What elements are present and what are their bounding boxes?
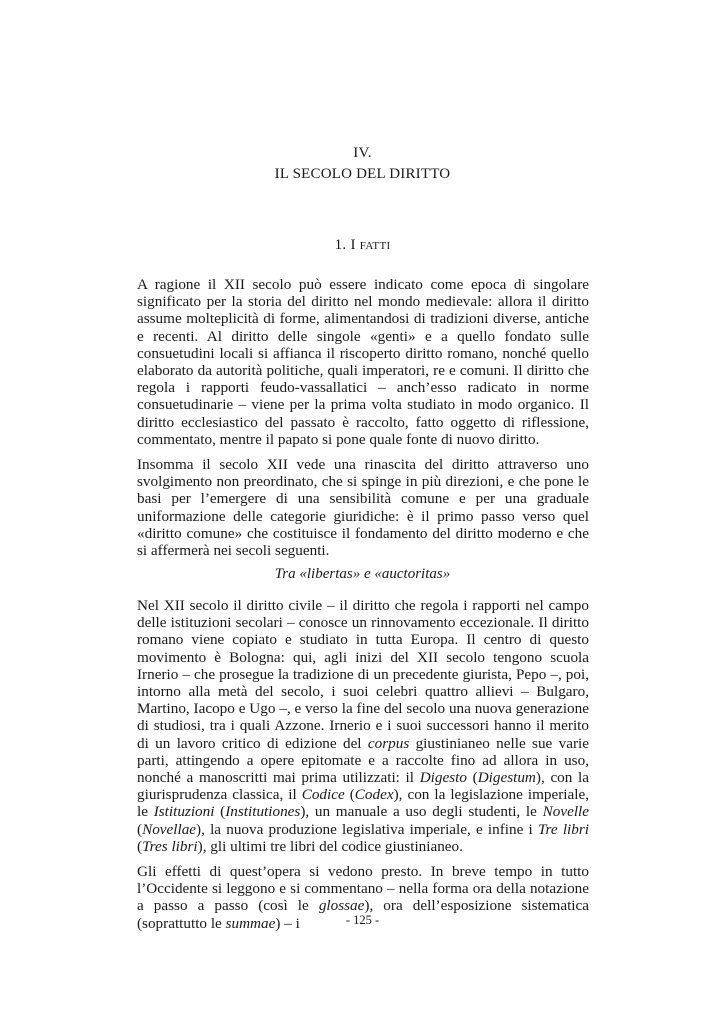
chapter-number: IV. [353, 145, 372, 161]
italic-run: summae [225, 914, 276, 932]
italic-run: Istituzioni [153, 803, 215, 821]
paragraph [137, 276, 589, 448]
text-run: ( [137, 820, 143, 838]
page-number: - 125 - [345, 913, 380, 927]
text-run: Insomma il secolo XII vede una rinascita del diritto attraverso uno svolgimento non preordinato, che si spinge in più direzioni, e che pone le basi per l’emergere di una sensibilità comune e per una graduale uniformazione delle categorie giuridiche: è il primo passo verso quel «diritto comune» che costituisce il fondamento del diritto moderno e che si affermerà nei secoli seguenti. [137, 456, 589, 560]
text-block-libertas [137, 597, 589, 940]
text-run: ( [137, 837, 143, 855]
italic-run: Tre libri [537, 820, 590, 838]
italic-run: Codex [354, 786, 394, 804]
text-run: ( [344, 786, 355, 804]
chapter-title: IL SECOLO DEL DIRITTO [274, 166, 451, 182]
text-run: ( [214, 803, 226, 821]
italic-run: Novelle [542, 803, 589, 821]
italic-run: Novellae [142, 820, 197, 838]
text-run: Nel XII secolo il diritto civile – il diritto che regola i rapporti nel campo delle istituzioni secolari – conosce un rinnovamento eccezionale. Il diritto romano viene copiato e studiato in tutta Europa. Il centro di questo movimento è Bologna: qui, agli inizi del XII secolo tengono scuola Irnerio – che prosegue la tradizione di un precedente giurista, Pepo –, poi, intorno alla metà del secolo, i suoi celebri quattro allievi – Bulgaro, Martino, Iacopo e Ugo –, e verso la fine del secolo una nuova generazione di studiosi, tra i quali Azzone. Irnerio e i suoi successori hanno il merito di un lavoro critico di edizione del [137, 597, 589, 752]
text-run: ), la nuova produzione legislativa imperiale, e infine i [196, 820, 538, 838]
text-block-intro [137, 276, 589, 567]
italic-run: corpus [367, 734, 410, 752]
italic-run: Codice [301, 786, 345, 804]
text-run: ( [466, 769, 478, 787]
italic-run: Institutiones [225, 803, 301, 821]
text-run: Gli effetti di quest’opera si vedono presto. In breve tempo in tutto l’Occidente si leggono e si commentano – nella forma ora della notazione a passo a passo (così le [137, 863, 589, 915]
italic-run: glossae [318, 897, 365, 915]
italic-run: Digestum [477, 769, 536, 787]
text-run: giustinianeo nelle sue varie parti, attingendo a opere epitomate e a raccolte fino ad allora in uso, nonché a manoscritti mai prima utilizzati: il [137, 734, 590, 787]
text-run: ), con la giurisprudenza classica, il [137, 769, 590, 804]
text-run: ), ora dell’esposizione sistematica (soprattutto le [137, 897, 589, 932]
text-run: ), un manuale a uso degli studenti, le [300, 803, 543, 821]
text-run: ) – i [275, 914, 300, 932]
italic-run: Tres libri [142, 837, 198, 855]
paragraph [137, 597, 589, 855]
text-run: A ragione il XII secolo può essere indicato come epoca di singolare significato per la storia del diritto nel mondo medievale: allora il diritto assume molteplicità di forme, alimentandosi di tradizioni diverse, antiche e recenti. Al diritto delle singole «genti» e a quello fondato sulle consuetudini locali si affianca il riscoperto diritto romano, nonché quello elaborato da autorità politiche, quali imperatori, re e comuni. Il diritto che regola i rapporti feudo-vassallatici – anch’esso radicato in norme consuetudinarie – viene per la prima volta studiato in modo organico. Il diritto ecclesiastico del passato è raccolto, fatto oggetto di riflessione, commentato, mentre il papato si pone quale fonte di nuovo diritto. [137, 276, 589, 448]
text-run: ), gli ultimi tre libri del codice giustinianeo. [197, 837, 463, 855]
text-run: ), con la legislazione imperiale, le [137, 786, 590, 821]
italic-run: Digesto [419, 769, 467, 787]
subheading: Tra «libertas» e «auctoritas» [274, 566, 451, 582]
section-title: 1. I fatti [334, 237, 391, 253]
paragraph [137, 456, 589, 559]
